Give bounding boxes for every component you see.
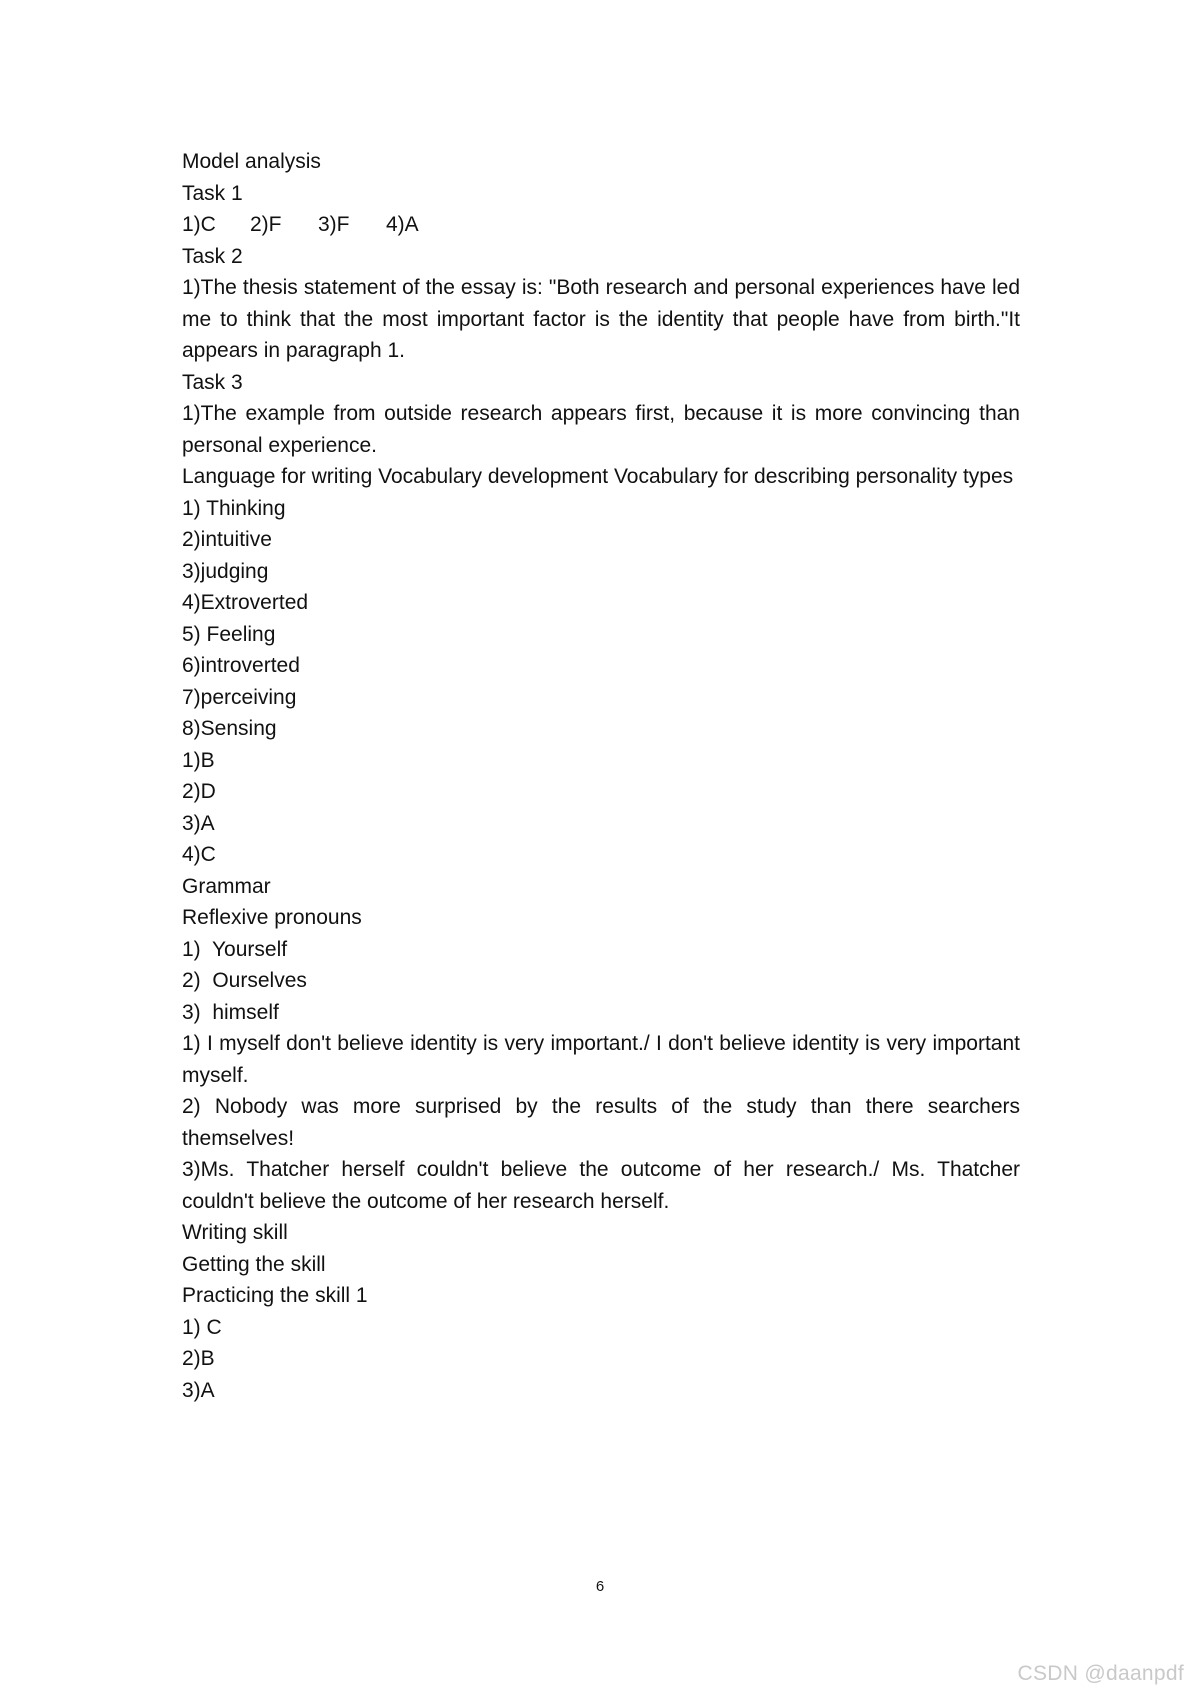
vocab-item: 2)intuitive (182, 528, 272, 551)
vocab-item: 8)Sensing (182, 717, 277, 740)
vocab-item: 3)judging (182, 559, 269, 583)
task1-answer: 2)F (250, 213, 282, 236)
grammar-sentence: 2) Nobody was more surprised by the results of the study than there searchers themselves! (182, 1095, 1020, 1150)
task3-label: Task 3 (182, 370, 243, 394)
writing-label: Writing skill (182, 1221, 288, 1244)
grammar-item: 3) himself (182, 1000, 279, 1024)
watermark: CSDN @daanpdf (1017, 1662, 1184, 1685)
task1-answer: 4)A (386, 213, 419, 236)
task1-label: Task 1 (182, 181, 243, 205)
page-number: 6 (595, 1578, 605, 1595)
writing-answer: 3)A (182, 1378, 215, 1402)
vocab-item: 7)perceiving (182, 685, 297, 709)
grammar-label: Grammar (182, 874, 271, 898)
grammar-item: 2) Ourselves (182, 969, 307, 992)
vocab-item: 6)introverted (182, 654, 300, 677)
vocab-item: 4)Extroverted (182, 591, 309, 614)
vocab-answer: 1)B (182, 748, 215, 772)
task1-answer: 3)F (318, 213, 350, 236)
grammar-sentence: 3)Ms. Thatcher herself couldn't believe the outcome of her research./ Ms. Thatcher couldn't believe the outcome of her research herself. (182, 1158, 1020, 1213)
task3-text: 1)The example from outside research appears first, because it is more convincing than personal experience. (182, 402, 1020, 457)
task2-text: 1)The thesis statement of the essay is: "Both research and personal experiences have led me to think that the most important factor is the identity that people have from birth."It appears in paragraph 1. (182, 276, 1020, 362)
vocab-item: 1) Thinking (182, 496, 286, 520)
vocab-item: 5) Feeling (182, 622, 276, 646)
grammar-item: 1) Yourself (182, 937, 288, 961)
writing-answer: 1) C (182, 1315, 222, 1339)
section-heading: Model analysis (182, 150, 321, 173)
page-content (182, 146, 1020, 1406)
grammar-subheading: Reflexive pronouns (182, 906, 362, 929)
writing-getting: Getting the skill (182, 1252, 326, 1276)
task2-label: Task 2 (182, 244, 243, 268)
task1-answer: 1)C (182, 213, 216, 236)
vocab-answer: 2)D (182, 780, 216, 803)
vocab-answer: 3)A (182, 811, 215, 835)
writing-practicing: Practicing the skill 1 (182, 1284, 368, 1307)
grammar-sentence: 1) I myself don't believe identity is very important./ I don't believe identity is very important myself. (182, 1032, 1020, 1087)
task1-answers (182, 209, 1020, 241)
language-heading: Language for writing Vocabulary development Vocabulary for describing personality types (182, 465, 1014, 488)
vocab-answer: 4)C (182, 843, 216, 866)
writing-answer: 2)B (182, 1347, 215, 1370)
